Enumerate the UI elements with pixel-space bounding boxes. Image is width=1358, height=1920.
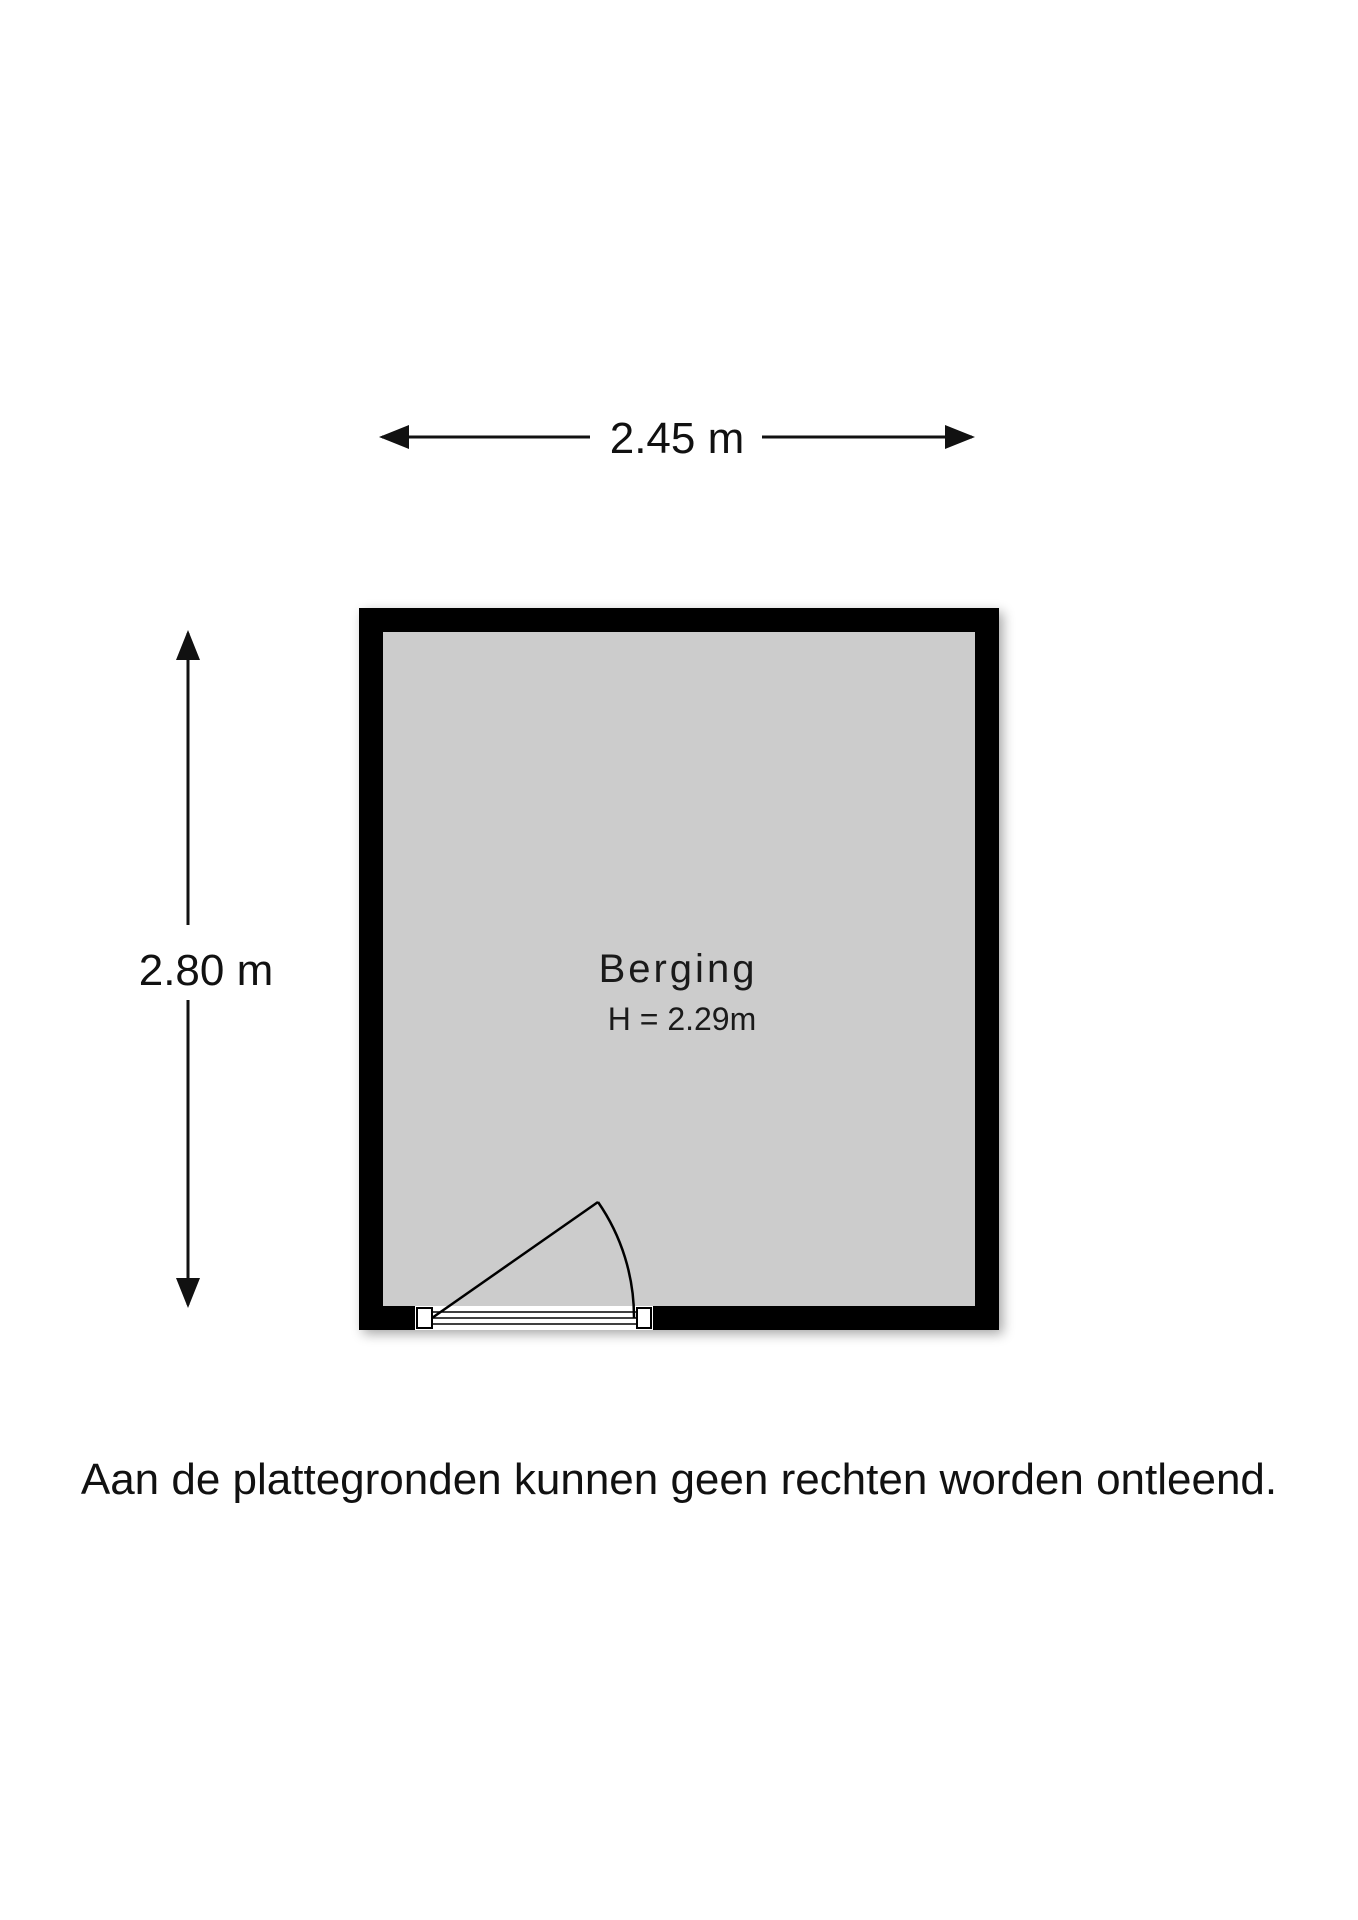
disclaimer-text: Aan de plattegronden kunnen geen rechten worden ontleend. <box>80 1455 1278 1504</box>
depth-dimension <box>139 633 274 1305</box>
width-dimension <box>382 414 972 463</box>
door-jamb-left <box>417 1308 432 1328</box>
room-height: H = 2.29m <box>607 1001 757 1037</box>
width-label: 2.45 m <box>609 414 745 463</box>
room-name: Berging <box>598 947 758 991</box>
door-jamb-right <box>637 1308 651 1328</box>
depth-label: 2.80 m <box>138 946 274 995</box>
